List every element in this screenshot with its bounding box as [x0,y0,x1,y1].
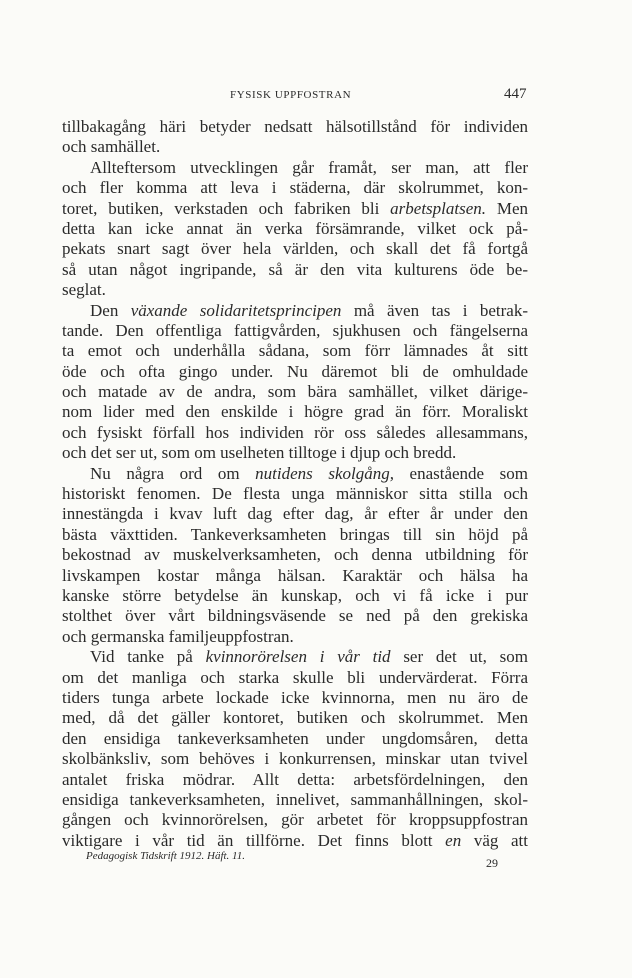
text-run: seglat. [62,280,106,300]
text-run: väg att [461,830,528,850]
text-line [62,402,528,422]
footer-journal-reference: Pedagogisk Tidskrift 1912. Häft. 11. [86,850,245,862]
text-run: toret, butiken, verkstaden och fabriken bli [62,198,391,218]
text-line [62,668,528,688]
emphasized-phrase: växande solidaritetsprincipen [130,300,342,320]
text-run: viktigare i vår tid än tillförne. Det finns blott [62,830,446,850]
text-run: Vid tanke på [90,647,206,667]
text-run: om det manliga och starka skulle bli undervärderat. Förra [62,667,528,687]
text-run: gången och kvinnorörelsen, gör arbetet för kroppsuppfostran [62,810,528,830]
text-line [62,647,528,667]
text-run: Men [486,198,528,218]
running-header: FYSISK UPPFOSTRAN [230,89,352,101]
text-run: ta emot och underhålla sådana, som förr lämnades åt sitt [62,341,528,361]
text-run: bästa växttiden. Tankeverksamheten bringas till sin höjd på [62,524,528,544]
text-run: kanske större betydelse än kunskap, och vi få icke i pur [62,585,528,605]
body-text [62,117,528,851]
text-line [62,566,528,586]
text-run: den ensidiga tankeverksamheten under ungdomsåren, detta [62,728,528,748]
text-line [62,525,528,545]
text-run: pekats snart sagt över hela världen, och skall det få fortgå [62,239,528,259]
text-line [62,362,528,382]
text-run: och det ser ut, som om uselheten tilltoge i djup och bredd. [62,443,457,463]
text-line [62,708,528,728]
text-line [62,627,528,647]
text-run: antalet friska mödrar. Allt detta: arbetsfördelningen, den [62,769,528,789]
text-line [62,749,528,769]
text-line [62,586,528,606]
text-run: må även tas i betrak- [341,300,528,320]
text-line [62,688,528,708]
text-line [62,219,528,239]
text-run: stolthet över vårt bildningsväsende se ned på den grekiska [62,606,528,626]
text-run: ser det ut, som [390,647,528,667]
text-run: historiskt fenomen. De flesta unga människor sitta stilla och [62,484,528,504]
text-line [62,423,528,443]
text-line [62,790,528,810]
text-line [62,831,528,851]
text-run: och samhället. [62,137,161,157]
text-run: Nu några ord om [90,463,256,483]
text-line [62,545,528,565]
text-line [62,158,528,178]
text-run: Allteftersom utvecklingen går framåt, ser man, att fler [90,157,528,177]
text-run: tande. Den offentliga fattigvården, sjukhusen och fängelserna [62,320,528,340]
text-run: detta kan icke annat än verka försämrande, vilket ock på- [62,218,528,238]
text-line [62,484,528,504]
text-line [62,382,528,402]
emphasized-phrase: nutidens skolgång, [255,463,394,483]
footer-signature-mark: 29 [486,856,498,870]
text-line [62,443,528,463]
text-line [62,137,528,157]
text-run: livskampen kostar många hälsan. Karaktär och hälsa ha [62,565,528,585]
emphasized-phrase: kvinnorörelsen i vår tid [205,647,391,667]
text-run: och germanska familjeuppfostran. [62,626,294,646]
text-run: öde och ofta gingo under. Nu däremot bli de omhuldade [62,361,528,381]
emphasized-phrase: arbetsplatsen. [390,198,487,218]
text-run: bekostnad av muskelverksamheten, och denna utbildning för [62,545,528,565]
text-run: och fysiskt förfall hos individen rör oss således allesammans, [62,422,528,442]
text-line [62,117,528,137]
text-run: enastående som [393,463,528,483]
text-line [62,729,528,749]
text-run: tillbakagång häri betyder nedsatt hälsotillstånd för individen [62,117,528,136]
text-run: innestängda i kvav luft dag efter dag, år efter år under den [62,504,528,524]
page-number: 447 [504,86,527,102]
text-line [62,770,528,790]
text-run: tiders tunga arbete lockade icke kvinnorna, men nu äro de [62,687,528,707]
text-line [62,321,528,341]
text-line [62,810,528,830]
text-line [62,239,528,259]
text-run: med, då det gäller kontoret, butiken och skolrummet. Men [62,708,528,728]
text-run: så utan något ingripande, så är den vita kulturens öde be- [62,259,528,279]
text-line [62,260,528,280]
text-line [62,606,528,626]
text-run: nom lider med den enskilde i högre grad än förr. Moraliskt [62,402,528,422]
text-line [62,301,528,321]
emphasized-phrase: en [445,830,462,850]
text-line [62,178,528,198]
text-run: Den [90,300,131,320]
text-line [62,341,528,361]
text-run: och matade av de andra, som bära samhället, vilket därige- [62,382,528,402]
text-line [62,464,528,484]
text-line [62,504,528,524]
text-line [62,280,528,300]
text-run: och fler komma att leva i städerna, där skolrummet, kon- [62,178,528,198]
text-run: ensidiga tankeverksamheten, innelivet, sammanhållningen, skol- [62,789,528,809]
text-line [62,199,528,219]
text-run: skolbänksliv, som behöves i konkurrensen, minskar utan tvivel [62,749,528,769]
